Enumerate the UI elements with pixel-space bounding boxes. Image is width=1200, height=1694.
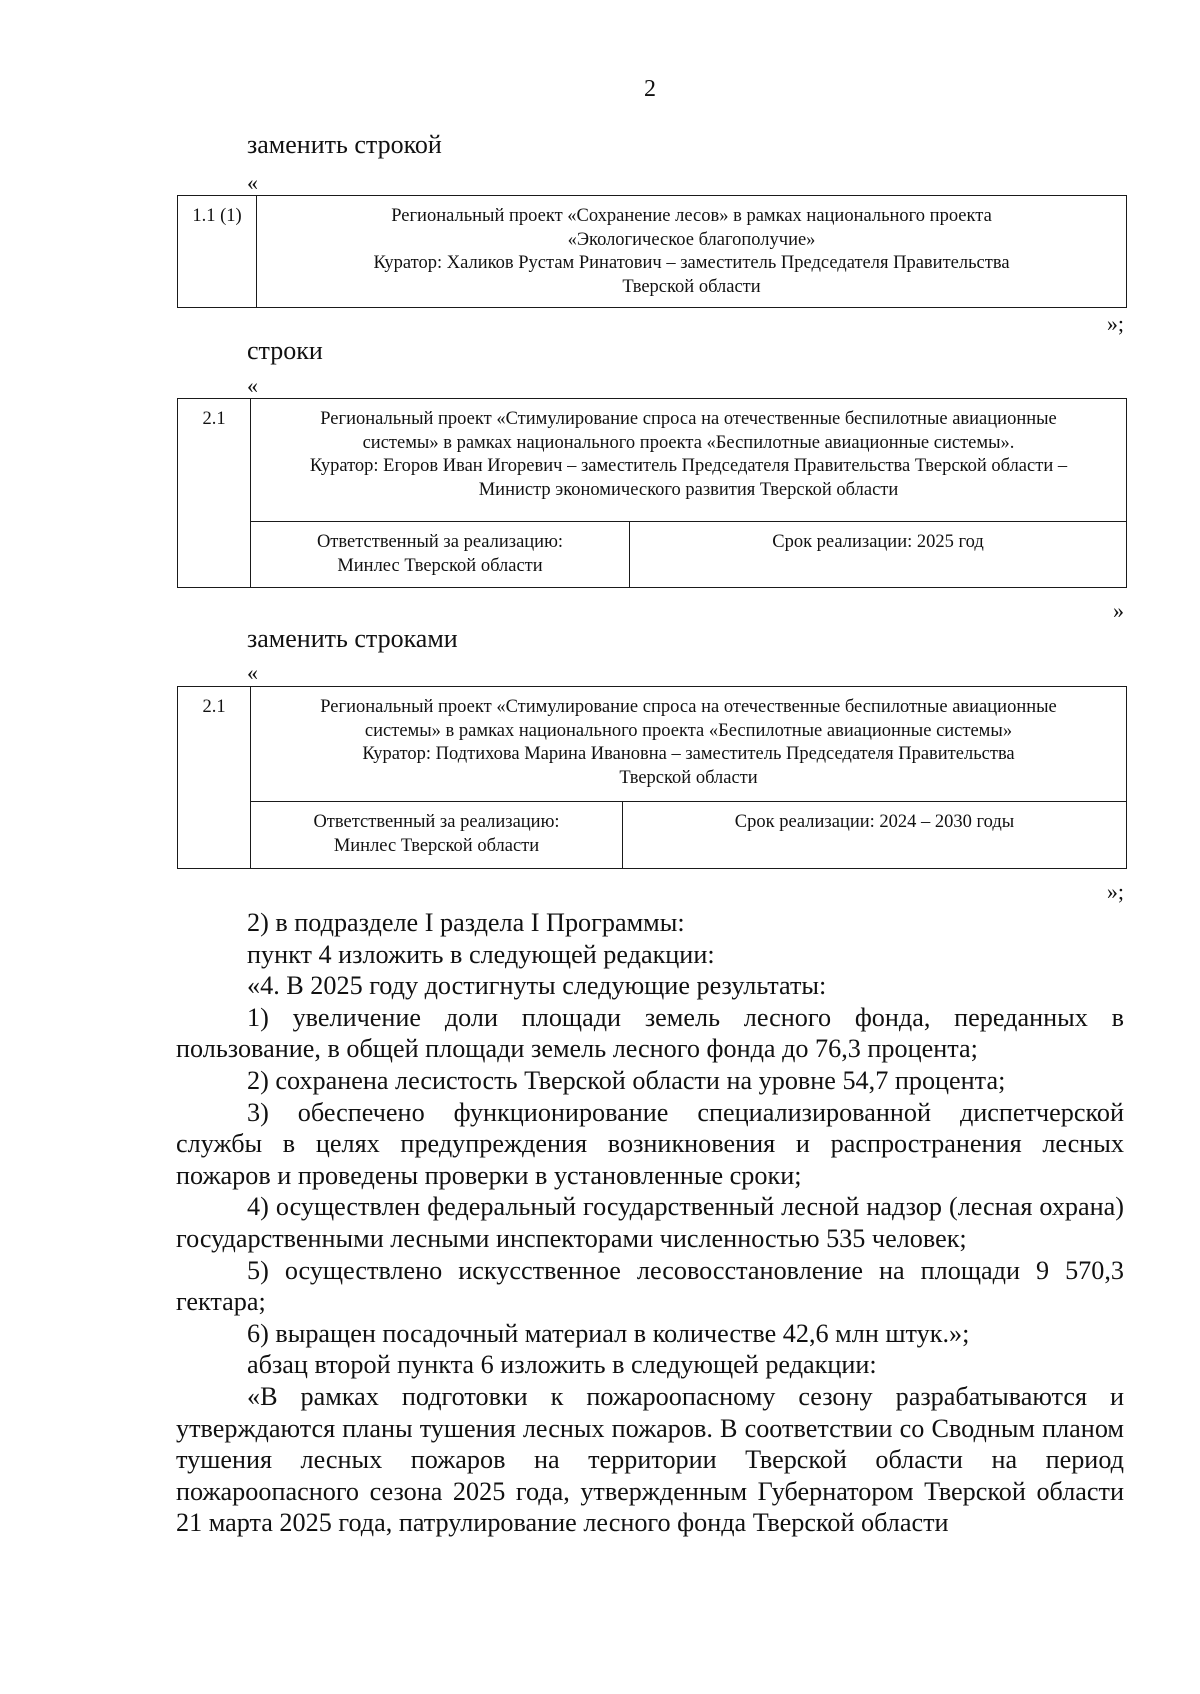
description-line: Тверской области <box>619 767 758 788</box>
table-row <box>178 687 1127 802</box>
block1-table <box>177 195 1127 308</box>
responsible-line: Ответственный за реализацию: <box>316 532 564 552</box>
responsible-cell <box>251 522 630 588</box>
body-text <box>176 907 1124 1539</box>
description-line: Тверской области <box>622 276 761 297</box>
block2-close-quote: » <box>1113 598 1124 623</box>
paragraph: 2) сохранена лесистость Тверской области на уровне 54,7 процента; <box>247 1065 1006 1095</box>
table-row <box>178 522 1127 588</box>
term-text: Срок реализации: 2024 – 2030 годы <box>734 812 1015 832</box>
block2-table <box>177 398 1127 588</box>
paragraph: 5) осуществлено искусственное лесовосстановление на площади 9 570,3 гектара; <box>176 1255 1124 1317</box>
table-row <box>178 196 1127 308</box>
row-number: 2.1 <box>202 697 226 717</box>
table-row <box>178 802 1127 869</box>
row-number-cell <box>178 196 257 308</box>
row-description-cell <box>251 399 1127 522</box>
paragraph: 1) увеличение доли площади земель лесного фонда, переданных в пользование, в общей площади земель лесного фонда до 76,3 процента; <box>176 1002 1124 1064</box>
block3-label: заменить строками <box>247 624 458 653</box>
block1-open-quote: « <box>247 170 258 195</box>
paragraph: «В рамках подготовки к пожароопасному сезону разрабатываются и утверждаются планы тушения лесных пожаров. В соответствии со Сводным планом тушения лесных пожаров на территории Тверской области на период пожароопасного сезона 2025 года, утвержденным Губернатором Тверской области 21 марта 2025 года, патрулирование лесного фонда Тверской области <box>176 1381 1124 1538</box>
responsible-cell <box>251 802 623 869</box>
block1-label: заменить строкой <box>247 130 442 159</box>
term-cell <box>630 522 1127 588</box>
block3-close-quote: »; <box>1106 879 1124 904</box>
row-number-cell <box>178 687 251 869</box>
block1-close-quote: »; <box>1106 311 1124 336</box>
responsible-line: Минлес Тверской области <box>333 835 540 856</box>
responsible-line: Ответственный за реализацию: <box>313 812 560 832</box>
page-number: 2 <box>644 76 656 102</box>
row-description-cell <box>251 687 1127 802</box>
description-line: Куратор: Егоров Иван Игоревич – заместитель Председателя Правительства Тверской области – <box>309 456 1068 476</box>
row-number-cell <box>178 399 251 588</box>
paragraph: 6) выращен посадочный материал в количестве 42,6 млн штук.»; <box>247 1318 970 1348</box>
paragraph: абзац второй пункта 6 изложить в следующей редакции: <box>247 1350 877 1380</box>
block3-open-quote: « <box>247 660 258 685</box>
row-number: 1.1 (1) <box>192 206 242 226</box>
description-line: Региональный проект «Стимулирование спроса на отечественные беспилотные авиационные <box>320 697 1057 717</box>
row-description-cell <box>257 196 1127 308</box>
description-line: системы» в рамках национального проекта «Беспилотные авиационные системы» <box>364 720 1013 741</box>
description-line: Министр экономического развития Тверской области <box>478 479 899 500</box>
description-line: «Экологическое благополучие» <box>567 229 816 250</box>
paragraph: «4. В 2025 году достигнуты следующие результаты: <box>247 971 827 1001</box>
description-line: Куратор: Подтихова Марина Ивановна – заместитель Председателя Правительства <box>362 744 1015 764</box>
description-line: Куратор: Халиков Рустам Ринатович – заместитель Председателя Правительства <box>373 253 1010 273</box>
description-line: Региональный проект «Стимулирование спроса на отечественные беспилотные авиационные <box>320 409 1057 429</box>
paragraph: 2) в подразделе I раздела I Программы: <box>247 908 685 937</box>
block3-table <box>177 686 1127 869</box>
description-line: системы» в рамках национального проекта «Беспилотные авиационные системы». <box>362 432 1015 453</box>
description-line: Региональный проект «Сохранение лесов» в рамках национального проекта <box>391 206 992 226</box>
row-number: 2.1 <box>202 409 226 429</box>
block2-label: строки <box>247 336 323 365</box>
paragraph: пункт 4 изложить в следующей редакции: <box>247 939 715 969</box>
paragraph: 3) обеспечено функционирование специализированной диспетчерской службы в целях предупреждения возникновения и распространения лесных пожаров и проведены проверки в установленные сроки; <box>176 1097 1124 1190</box>
paragraph: 4) осуществлен федеральный государственный лесной надзор (лесная охрана) государственными лесными инспекторами численностью 535 человек; <box>176 1192 1124 1253</box>
term-cell <box>623 802 1127 869</box>
block2-open-quote: « <box>247 373 258 398</box>
responsible-line: Минлес Тверской области <box>337 555 543 576</box>
table-row <box>178 399 1127 522</box>
term-text: Срок реализации: 2025 год <box>772 532 984 552</box>
